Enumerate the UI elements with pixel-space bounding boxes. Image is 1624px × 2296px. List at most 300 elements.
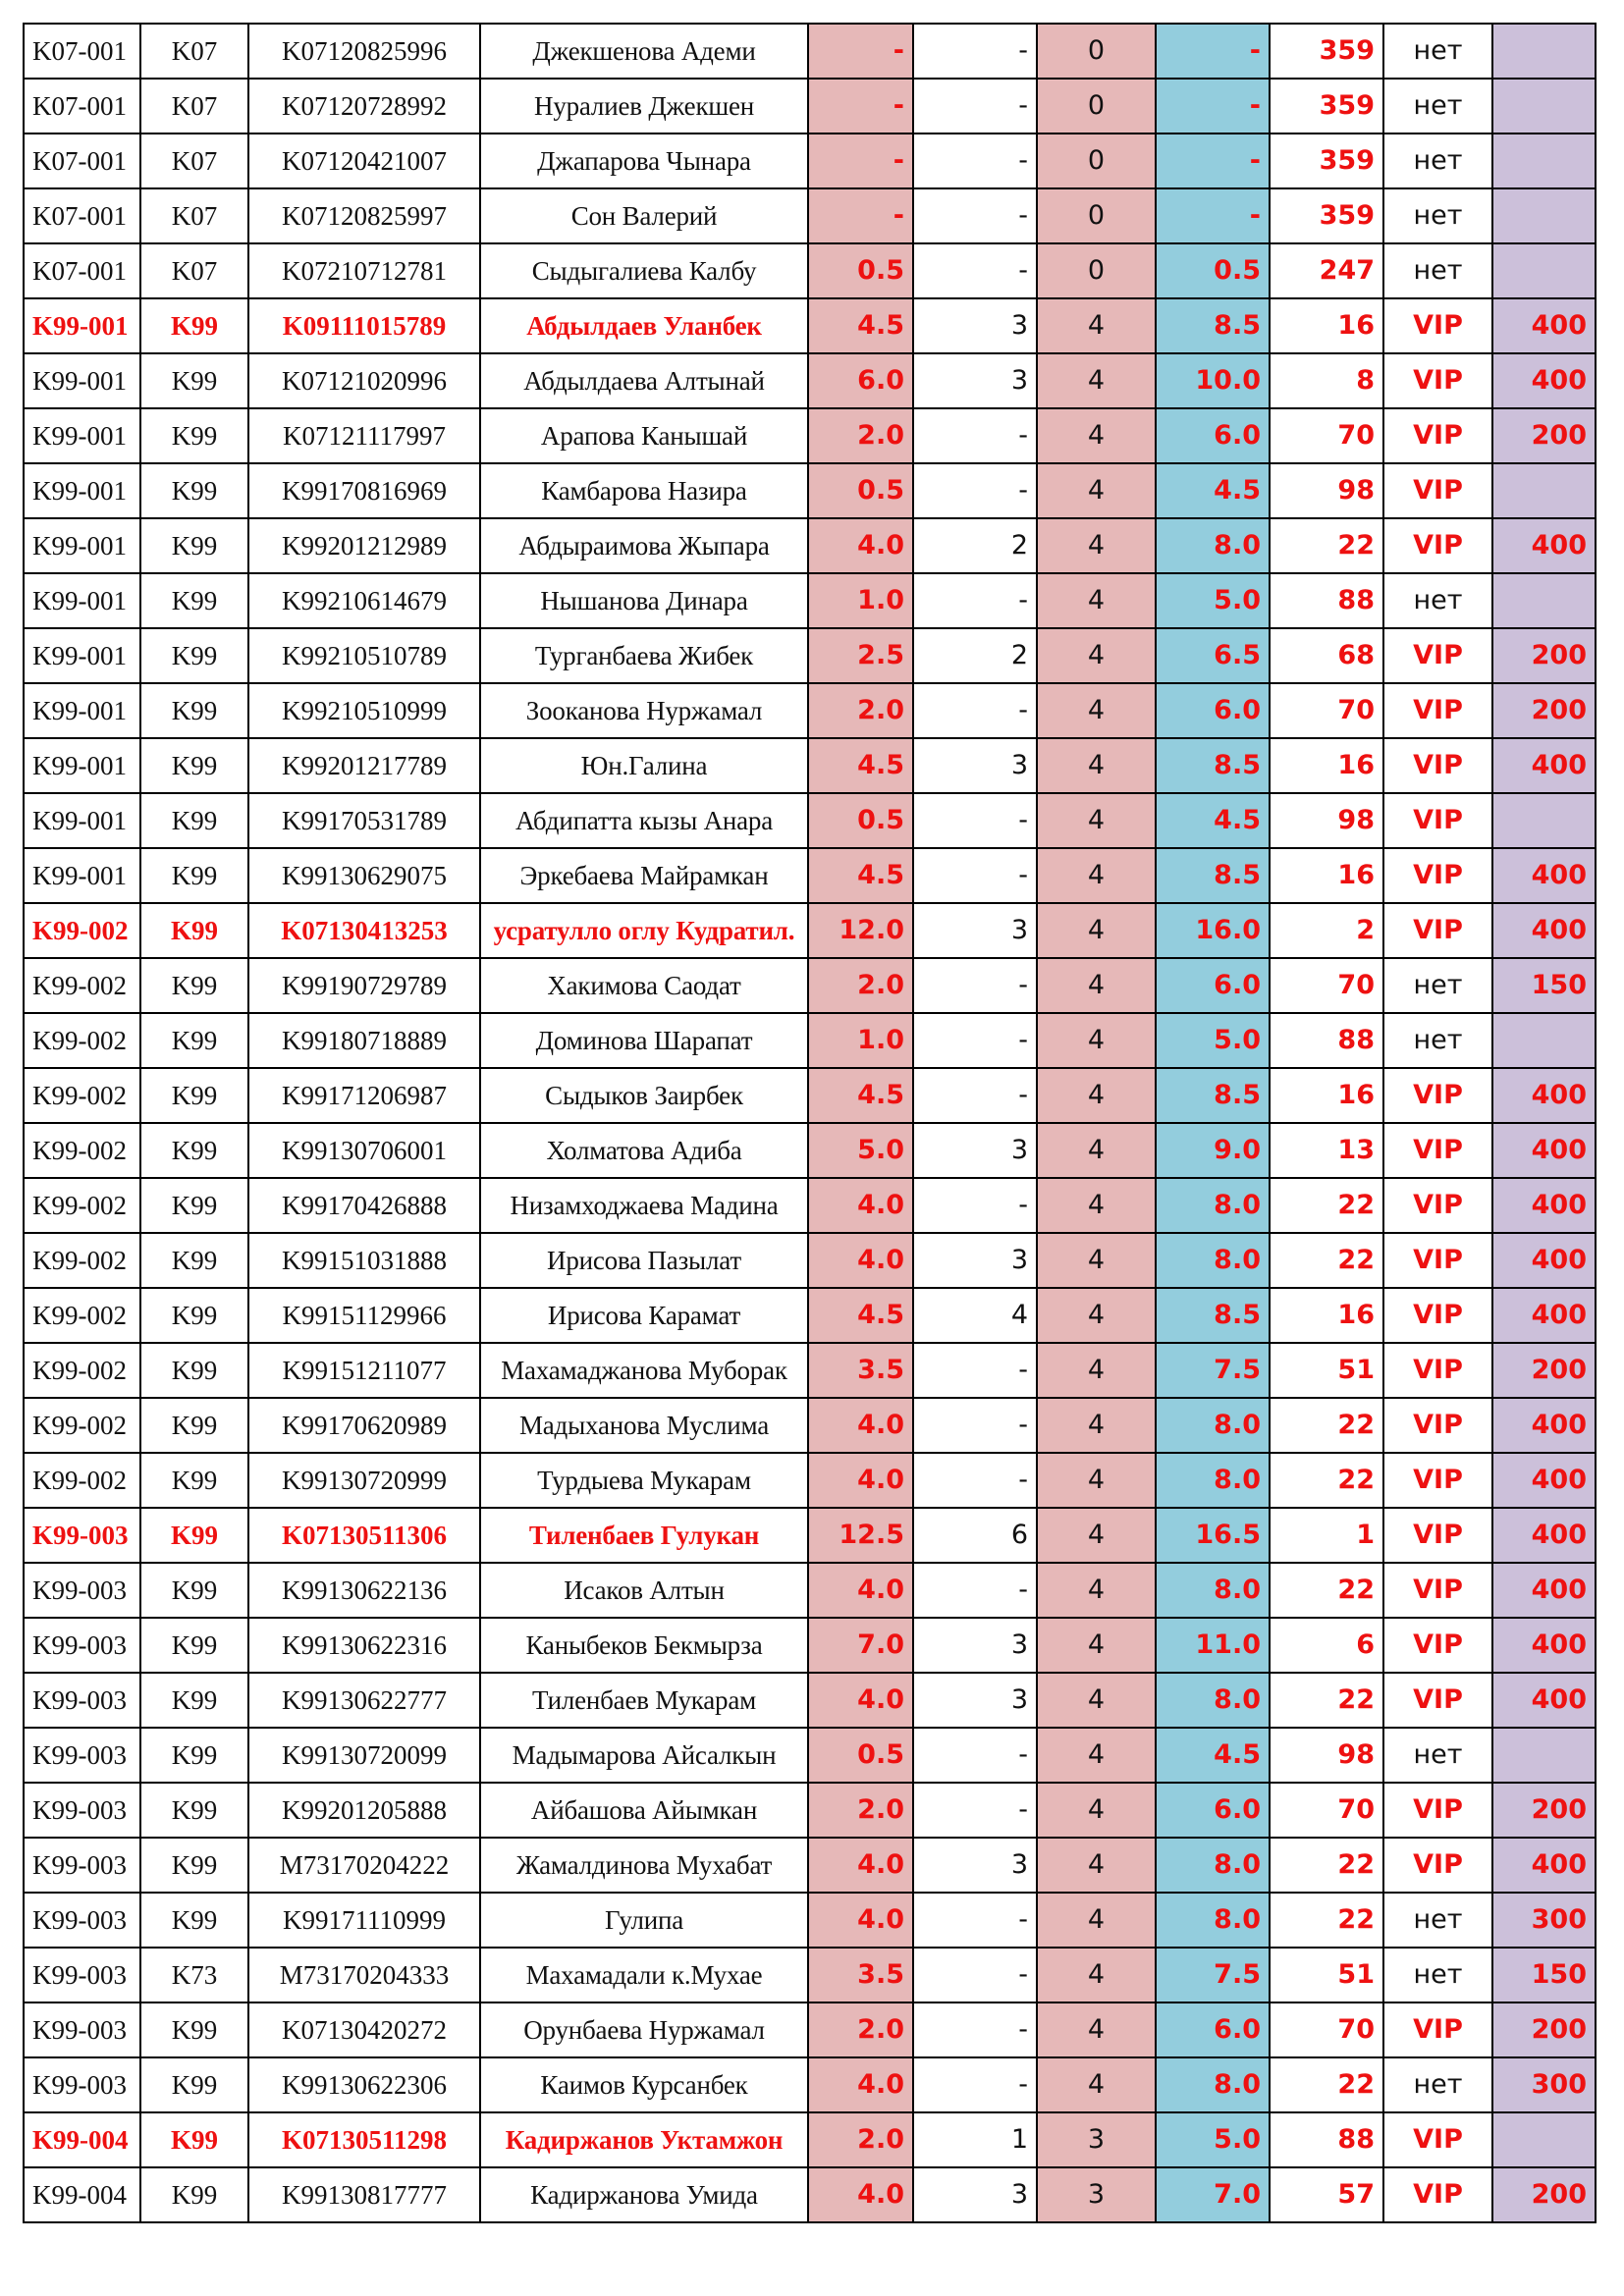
table-row: [24, 353, 1596, 408]
client-code-cell: K99180718889: [248, 1013, 480, 1068]
group-cell: K99-001: [24, 738, 140, 793]
client-name-cell: Тиленбаев Гулукан: [480, 1508, 808, 1563]
client-name-cell: Абдипатта кызы Анара: [480, 793, 808, 848]
client-code-cell: K99130720999: [248, 1453, 480, 1508]
bonus-cell: 400: [1492, 1288, 1596, 1343]
table-row: [24, 958, 1596, 1013]
table-row: [24, 1673, 1596, 1728]
group-cell: K07-001: [24, 24, 140, 79]
table-row: [24, 573, 1596, 628]
score1-cell: 7.0: [808, 1618, 913, 1673]
client-name-cell: Каныбеков Бекмырза: [480, 1618, 808, 1673]
group-cell: K99-004: [24, 2167, 140, 2222]
score1-cell: 2.0: [808, 2002, 913, 2057]
branch-cell: K07: [140, 243, 248, 298]
table-row: [24, 793, 1596, 848]
total-cell: 8.0: [1156, 1673, 1270, 1728]
branch-cell: K07: [140, 188, 248, 243]
table-row: [24, 463, 1596, 518]
client-name-cell: Исаков Алтын: [480, 1563, 808, 1618]
status-cell: VIP: [1383, 848, 1492, 903]
group-cell: K07-001: [24, 79, 140, 133]
bonus-cell: 400: [1492, 1563, 1596, 1618]
score2-cell: 3: [913, 353, 1037, 408]
group-cell: K99-003: [24, 1673, 140, 1728]
score1-cell: 4.5: [808, 1068, 913, 1123]
group-cell: K99-001: [24, 408, 140, 463]
score2-cell: 3: [913, 1838, 1037, 1893]
score2-cell: -: [913, 79, 1037, 133]
total-cell: 8.0: [1156, 1838, 1270, 1893]
table-row: [24, 738, 1596, 793]
group-cell: K99-002: [24, 1233, 140, 1288]
score1-cell: 12.0: [808, 903, 913, 958]
client-code-cell: K99201212989: [248, 518, 480, 573]
score3-cell: 4: [1037, 1013, 1156, 1068]
client-name-cell: Джекшенова Адеми: [480, 24, 808, 79]
group-cell: K07-001: [24, 243, 140, 298]
group-cell: K99-003: [24, 1563, 140, 1618]
rank-cell: 88: [1270, 1013, 1383, 1068]
rank-cell: 16: [1270, 1068, 1383, 1123]
branch-cell: K99: [140, 298, 248, 353]
branch-cell: K99: [140, 1233, 248, 1288]
branch-cell: K99: [140, 1123, 248, 1178]
table-row: [24, 1398, 1596, 1453]
score2-cell: -: [913, 1783, 1037, 1838]
group-cell: K99-003: [24, 1838, 140, 1893]
score2-cell: 3: [913, 2167, 1037, 2222]
total-cell: 6.5: [1156, 628, 1270, 683]
status-cell: VIP: [1383, 628, 1492, 683]
client-code-cell: K99201217789: [248, 738, 480, 793]
table-row: [24, 408, 1596, 463]
bonus-cell: 300: [1492, 2057, 1596, 2112]
total-cell: 4.5: [1156, 463, 1270, 518]
bonus-cell: [1492, 243, 1596, 298]
bonus-cell: 400: [1492, 1233, 1596, 1288]
score2-cell: 3: [913, 903, 1037, 958]
score1-cell: 3.5: [808, 1948, 913, 2002]
total-cell: 6.0: [1156, 683, 1270, 738]
client-name-cell: Махамадали к.Мухае: [480, 1948, 808, 2002]
total-cell: 4.5: [1156, 1728, 1270, 1783]
client-name-cell: Мадымарова Айсалкын: [480, 1728, 808, 1783]
branch-cell: K07: [140, 24, 248, 79]
score2-cell: -: [913, 408, 1037, 463]
rank-cell: 22: [1270, 1453, 1383, 1508]
branch-cell: K99: [140, 1453, 248, 1508]
rank-cell: 1: [1270, 1508, 1383, 1563]
branch-cell: K99: [140, 1343, 248, 1398]
total-cell: 8.5: [1156, 1288, 1270, 1343]
score3-cell: 4: [1037, 2057, 1156, 2112]
score1-cell: 4.0: [808, 1398, 913, 1453]
table-row: [24, 133, 1596, 188]
branch-cell: K99: [140, 793, 248, 848]
total-cell: 0.5: [1156, 243, 1270, 298]
group-cell: K99-001: [24, 628, 140, 683]
score1-cell: 2.5: [808, 628, 913, 683]
bonus-cell: [1492, 2112, 1596, 2167]
score2-cell: 6: [913, 1508, 1037, 1563]
client-name-cell: Ирисова Карамат: [480, 1288, 808, 1343]
score1-cell: 4.0: [808, 1838, 913, 1893]
rank-cell: 88: [1270, 2112, 1383, 2167]
client-code-cell: K99151211077: [248, 1343, 480, 1398]
client-name-cell: Орунбаева Нуржамал: [480, 2002, 808, 2057]
score3-cell: 4: [1037, 1178, 1156, 1233]
bonus-cell: 400: [1492, 1398, 1596, 1453]
rank-cell: 51: [1270, 1948, 1383, 2002]
score3-cell: 4: [1037, 903, 1156, 958]
score2-cell: -: [913, 1453, 1037, 1508]
status-cell: VIP: [1383, 353, 1492, 408]
client-name-cell: Джапарова Чынара: [480, 133, 808, 188]
bonus-cell: [1492, 188, 1596, 243]
table-row: [24, 1948, 1596, 2002]
score1-cell: 3.5: [808, 1343, 913, 1398]
status-cell: нет: [1383, 1728, 1492, 1783]
status-cell: VIP: [1383, 1068, 1492, 1123]
bonus-cell: 200: [1492, 1783, 1596, 1838]
rank-cell: 70: [1270, 408, 1383, 463]
group-cell: K99-001: [24, 298, 140, 353]
status-cell: VIP: [1383, 1343, 1492, 1398]
total-cell: 5.0: [1156, 2112, 1270, 2167]
rank-cell: 98: [1270, 793, 1383, 848]
status-cell: VIP: [1383, 1508, 1492, 1563]
client-name-cell: Кадиржанова Умида: [480, 2167, 808, 2222]
client-name-cell: Жамалдинова Мухабат: [480, 1838, 808, 1893]
total-cell: -: [1156, 133, 1270, 188]
score3-cell: 4: [1037, 738, 1156, 793]
table-row: [24, 1178, 1596, 1233]
total-cell: 4.5: [1156, 793, 1270, 848]
status-cell: VIP: [1383, 793, 1492, 848]
client-name-cell: Эркебаева Майрамкан: [480, 848, 808, 903]
bonus-cell: 400: [1492, 738, 1596, 793]
table-row: [24, 1343, 1596, 1398]
status-cell: нет: [1383, 1013, 1492, 1068]
status-cell: VIP: [1383, 683, 1492, 738]
total-cell: 8.0: [1156, 518, 1270, 573]
group-cell: K99-004: [24, 2112, 140, 2167]
client-code-cell: K99130622136: [248, 1563, 480, 1618]
client-code-cell: K99130817777: [248, 2167, 480, 2222]
status-cell: нет: [1383, 1948, 1492, 2002]
client-name-cell: Нуралиев Джекшен: [480, 79, 808, 133]
table-row: [24, 1288, 1596, 1343]
score3-cell: 4: [1037, 848, 1156, 903]
group-cell: K99-003: [24, 1728, 140, 1783]
score3-cell: 0: [1037, 79, 1156, 133]
rank-cell: 22: [1270, 1893, 1383, 1948]
client-name-cell: Махамаджанова Муборак: [480, 1343, 808, 1398]
score1-cell: 2.0: [808, 683, 913, 738]
score2-cell: -: [913, 133, 1037, 188]
rank-cell: 16: [1270, 1288, 1383, 1343]
score3-cell: 4: [1037, 1893, 1156, 1948]
score3-cell: 4: [1037, 1563, 1156, 1618]
branch-cell: K99: [140, 683, 248, 738]
score1-cell: 4.5: [808, 848, 913, 903]
client-name-cell: усратулло оглу Кудратил.: [480, 903, 808, 958]
client-code-cell: K07210712781: [248, 243, 480, 298]
branch-cell: K99: [140, 2167, 248, 2222]
score2-cell: -: [913, 2002, 1037, 2057]
table-body: [24, 24, 1596, 2222]
group-cell: K99-002: [24, 1343, 140, 1398]
client-code-cell: K99151129966: [248, 1288, 480, 1343]
client-code-cell: M73170204222: [248, 1838, 480, 1893]
client-code-cell: K99210510789: [248, 628, 480, 683]
score3-cell: 4: [1037, 353, 1156, 408]
total-cell: 8.5: [1156, 848, 1270, 903]
client-code-cell: K99201205888: [248, 1783, 480, 1838]
bonus-cell: 200: [1492, 1343, 1596, 1398]
status-cell: VIP: [1383, 2112, 1492, 2167]
bonus-cell: 400: [1492, 353, 1596, 408]
status-cell: нет: [1383, 573, 1492, 628]
status-cell: VIP: [1383, 1453, 1492, 1508]
client-code-cell: K99130622316: [248, 1618, 480, 1673]
rank-cell: 68: [1270, 628, 1383, 683]
branch-cell: K99: [140, 353, 248, 408]
score1-cell: 4.0: [808, 1673, 913, 1728]
group-cell: K99-003: [24, 2057, 140, 2112]
score3-cell: 4: [1037, 1948, 1156, 2002]
branch-cell: K99: [140, 848, 248, 903]
bonus-cell: [1492, 24, 1596, 79]
client-code-cell: K07120421007: [248, 133, 480, 188]
score2-cell: -: [913, 848, 1037, 903]
client-code-cell: K99130629075: [248, 848, 480, 903]
total-cell: 8.0: [1156, 1398, 1270, 1453]
branch-cell: K99: [140, 1563, 248, 1618]
score2-cell: -: [913, 1728, 1037, 1783]
branch-cell: K73: [140, 1948, 248, 2002]
bonus-cell: [1492, 79, 1596, 133]
table-row: [24, 243, 1596, 298]
branch-cell: K99: [140, 1893, 248, 1948]
group-cell: K99-001: [24, 848, 140, 903]
rank-cell: 359: [1270, 188, 1383, 243]
status-cell: VIP: [1383, 1233, 1492, 1288]
score3-cell: 0: [1037, 133, 1156, 188]
group-cell: K99-003: [24, 1948, 140, 2002]
score1-cell: -: [808, 133, 913, 188]
score3-cell: 0: [1037, 243, 1156, 298]
branch-cell: K99: [140, 2002, 248, 2057]
score3-cell: 4: [1037, 573, 1156, 628]
score1-cell: 2.0: [808, 1783, 913, 1838]
total-cell: -: [1156, 24, 1270, 79]
table-row: [24, 298, 1596, 353]
bonus-cell: 400: [1492, 518, 1596, 573]
bonus-cell: [1492, 573, 1596, 628]
score3-cell: 4: [1037, 1343, 1156, 1398]
client-code-cell: K07120825996: [248, 24, 480, 79]
status-cell: VIP: [1383, 1288, 1492, 1343]
rank-cell: 359: [1270, 133, 1383, 188]
total-cell: -: [1156, 188, 1270, 243]
table-row: [24, 2167, 1596, 2222]
group-cell: K99-001: [24, 353, 140, 408]
bonus-cell: 200: [1492, 2167, 1596, 2222]
client-name-cell: Сыдыгалиева Калбу: [480, 243, 808, 298]
branch-cell: K07: [140, 79, 248, 133]
group-cell: K99-001: [24, 683, 140, 738]
bonus-cell: 400: [1492, 1618, 1596, 1673]
client-name-cell: Тиленбаев Мукарам: [480, 1673, 808, 1728]
group-cell: K99-002: [24, 1013, 140, 1068]
score1-cell: -: [808, 79, 913, 133]
score3-cell: 4: [1037, 683, 1156, 738]
status-cell: нет: [1383, 2057, 1492, 2112]
bonus-cell: 400: [1492, 1068, 1596, 1123]
total-cell: 8.0: [1156, 1453, 1270, 1508]
client-name-cell: Юн.Галина: [480, 738, 808, 793]
total-cell: 6.0: [1156, 958, 1270, 1013]
score2-cell: -: [913, 1068, 1037, 1123]
ranking-table: [23, 23, 1597, 2223]
table-row: [24, 2057, 1596, 2112]
rank-cell: 98: [1270, 1728, 1383, 1783]
score1-cell: 5.0: [808, 1123, 913, 1178]
total-cell: 8.5: [1156, 298, 1270, 353]
table-row: [24, 2112, 1596, 2167]
client-name-cell: Зооканова Нуржамал: [480, 683, 808, 738]
score1-cell: 4.5: [808, 298, 913, 353]
table-row: [24, 628, 1596, 683]
client-code-cell: K07121020996: [248, 353, 480, 408]
total-cell: 6.0: [1156, 1783, 1270, 1838]
rank-cell: 22: [1270, 1233, 1383, 1288]
status-cell: VIP: [1383, 463, 1492, 518]
client-code-cell: K07130413253: [248, 903, 480, 958]
table-row: [24, 24, 1596, 79]
client-name-cell: Абдылдаев Уланбек: [480, 298, 808, 353]
score2-cell: -: [913, 1893, 1037, 1948]
branch-cell: K99: [140, 573, 248, 628]
table-row: [24, 1508, 1596, 1563]
client-code-cell: K99130720099: [248, 1728, 480, 1783]
table-row: [24, 683, 1596, 738]
score3-cell: 4: [1037, 1618, 1156, 1673]
score3-cell: 0: [1037, 188, 1156, 243]
score1-cell: 4.5: [808, 1288, 913, 1343]
client-name-cell: Кадиржанов Уктамжон: [480, 2112, 808, 2167]
score2-cell: 2: [913, 518, 1037, 573]
table-row: [24, 188, 1596, 243]
score3-cell: 4: [1037, 1508, 1156, 1563]
rank-cell: 16: [1270, 738, 1383, 793]
status-cell: VIP: [1383, 738, 1492, 793]
group-cell: K99-002: [24, 958, 140, 1013]
score2-cell: -: [913, 1948, 1037, 2002]
branch-cell: K99: [140, 958, 248, 1013]
total-cell: 9.0: [1156, 1123, 1270, 1178]
client-code-cell: K99170620989: [248, 1398, 480, 1453]
score1-cell: 0.5: [808, 243, 913, 298]
status-cell: нет: [1383, 79, 1492, 133]
group-cell: K99-001: [24, 793, 140, 848]
status-cell: нет: [1383, 24, 1492, 79]
score2-cell: 3: [913, 1233, 1037, 1288]
client-name-cell: Айбашова Айымкан: [480, 1783, 808, 1838]
branch-cell: K99: [140, 463, 248, 518]
score3-cell: 4: [1037, 1288, 1156, 1343]
group-cell: K99-002: [24, 1068, 140, 1123]
table-row: [24, 1618, 1596, 1673]
rank-cell: 22: [1270, 1563, 1383, 1618]
rank-cell: 16: [1270, 298, 1383, 353]
branch-cell: K99: [140, 1783, 248, 1838]
table-row: [24, 518, 1596, 573]
table-row: [24, 1783, 1596, 1838]
client-code-cell: K99170531789: [248, 793, 480, 848]
client-name-cell: Гулипа: [480, 1893, 808, 1948]
client-name-cell: Камбарова Назира: [480, 463, 808, 518]
rank-cell: 88: [1270, 573, 1383, 628]
score3-cell: 4: [1037, 518, 1156, 573]
table-row: [24, 79, 1596, 133]
client-code-cell: K99151031888: [248, 1233, 480, 1288]
group-cell: K99-002: [24, 1288, 140, 1343]
client-code-cell: K99130622777: [248, 1673, 480, 1728]
rank-cell: 22: [1270, 2057, 1383, 2112]
score2-cell: -: [913, 793, 1037, 848]
score3-cell: 4: [1037, 1123, 1156, 1178]
client-name-cell: Турганбаева Жибек: [480, 628, 808, 683]
rank-cell: 22: [1270, 1398, 1383, 1453]
rank-cell: 22: [1270, 1178, 1383, 1233]
status-cell: VIP: [1383, 1673, 1492, 1728]
client-code-cell: K07130511306: [248, 1508, 480, 1563]
score2-cell: -: [913, 1398, 1037, 1453]
branch-cell: K99: [140, 1178, 248, 1233]
score2-cell: -: [913, 1343, 1037, 1398]
score1-cell: 0.5: [808, 1728, 913, 1783]
table-row: [24, 2002, 1596, 2057]
status-cell: VIP: [1383, 1178, 1492, 1233]
score1-cell: 4.0: [808, 1563, 913, 1618]
branch-cell: K99: [140, 903, 248, 958]
rank-cell: 98: [1270, 463, 1383, 518]
score2-cell: 3: [913, 1673, 1037, 1728]
bonus-cell: 300: [1492, 1893, 1596, 1948]
client-code-cell: K99170816969: [248, 463, 480, 518]
client-name-cell: Сон Валерий: [480, 188, 808, 243]
group-cell: K99-001: [24, 518, 140, 573]
rank-cell: 6: [1270, 1618, 1383, 1673]
score1-cell: 4.0: [808, 2057, 913, 2112]
status-cell: VIP: [1383, 298, 1492, 353]
branch-cell: K99: [140, 1288, 248, 1343]
total-cell: 7.0: [1156, 2167, 1270, 2222]
rank-cell: 2: [1270, 903, 1383, 958]
score2-cell: 3: [913, 1618, 1037, 1673]
client-code-cell: K07120825997: [248, 188, 480, 243]
score3-cell: 4: [1037, 958, 1156, 1013]
score1-cell: 2.0: [808, 958, 913, 1013]
group-cell: K99-003: [24, 1893, 140, 1948]
table-row: [24, 1068, 1596, 1123]
score3-cell: 4: [1037, 298, 1156, 353]
rank-cell: 51: [1270, 1343, 1383, 1398]
score3-cell: 3: [1037, 2167, 1156, 2222]
